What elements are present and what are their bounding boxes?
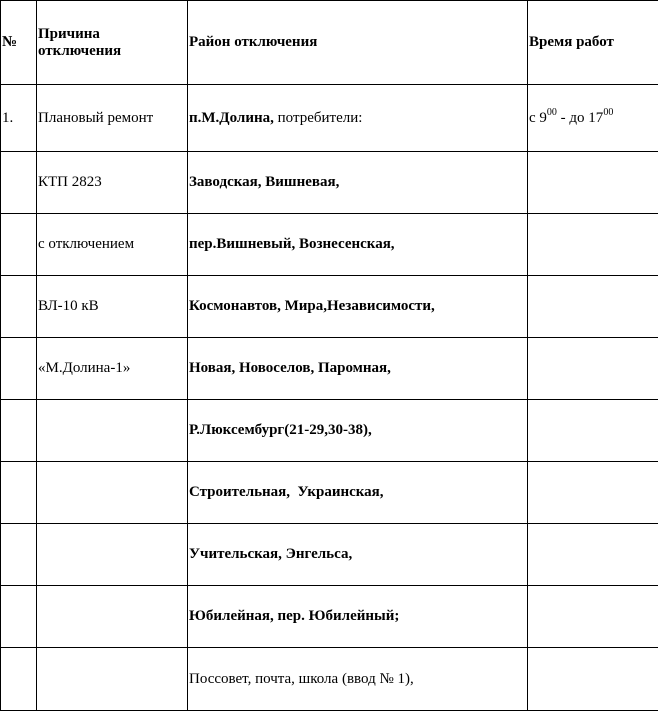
time-cell (528, 85, 658, 152)
time-cell (528, 586, 658, 648)
num-cell (1, 214, 37, 276)
settlement-name: п.М.Долина, (189, 110, 274, 126)
time-cell (528, 214, 658, 276)
time-cell (528, 338, 658, 400)
area-cell: Заводская, Вишневая, (188, 152, 528, 214)
num-cell (1, 276, 37, 338)
row-number: 1. (1, 85, 37, 152)
reason-cell: с отключением (37, 214, 188, 276)
time-to: - до 17 (557, 110, 603, 126)
area-cell: пер.Вишневый, Вознесенская, (188, 214, 528, 276)
time-cell (528, 276, 658, 338)
reason-cell: КТП 2823 (37, 152, 188, 214)
time-from-minutes: 00 (547, 107, 557, 118)
num-cell (1, 462, 37, 524)
area-cell: Юбилейная, пер. Юбилейный; (188, 586, 528, 648)
table-row (1, 152, 658, 214)
reason-cell: Плановый ремонт (37, 85, 188, 152)
time-cell (528, 400, 658, 462)
header-time: Время работ (528, 1, 658, 85)
area-cell: Новая, Новоселов, Паромная, (188, 338, 528, 400)
table-row (1, 214, 658, 276)
reason-cell (37, 462, 188, 524)
time-cell (528, 462, 658, 524)
header-num: № (1, 1, 37, 85)
table-row (1, 85, 658, 152)
area-cell: Космонавтов, Мира,Независимости, (188, 276, 528, 338)
time-cell (528, 524, 658, 586)
reason-cell: «М.Долина-1» (37, 338, 188, 400)
consumers-label: потребители: (274, 110, 363, 126)
table-row (1, 462, 658, 524)
reason-cell (37, 524, 188, 586)
table-row (1, 400, 658, 462)
table-row (1, 586, 658, 648)
header-row (1, 1, 658, 85)
time-cell (528, 648, 658, 711)
num-cell (1, 648, 37, 711)
table-row (1, 338, 658, 400)
table-row (1, 648, 658, 711)
num-cell (1, 338, 37, 400)
area-cell: Учительская, Энгельса, (188, 524, 528, 586)
time-to-minutes: 00 (603, 107, 613, 118)
area-cell: Строительная, Украинская, (188, 462, 528, 524)
reason-cell: ВЛ-10 кВ (37, 276, 188, 338)
reason-cell (37, 400, 188, 462)
area-cell (188, 85, 528, 152)
header-reason: Причина отключения (37, 1, 188, 85)
table-row (1, 524, 658, 586)
num-cell (1, 586, 37, 648)
table-row (1, 276, 658, 338)
time-cell (528, 152, 658, 214)
header-area: Район отключения (188, 1, 528, 85)
num-cell (1, 152, 37, 214)
num-cell (1, 400, 37, 462)
area-cell: Р.Люксембург(21-29,30-38), (188, 400, 528, 462)
time-from: с 9 (529, 110, 547, 126)
num-cell (1, 524, 37, 586)
area-cell: Поссовет, почта, школа (ввод № 1), (188, 648, 528, 711)
reason-cell (37, 586, 188, 648)
reason-cell (37, 648, 188, 711)
